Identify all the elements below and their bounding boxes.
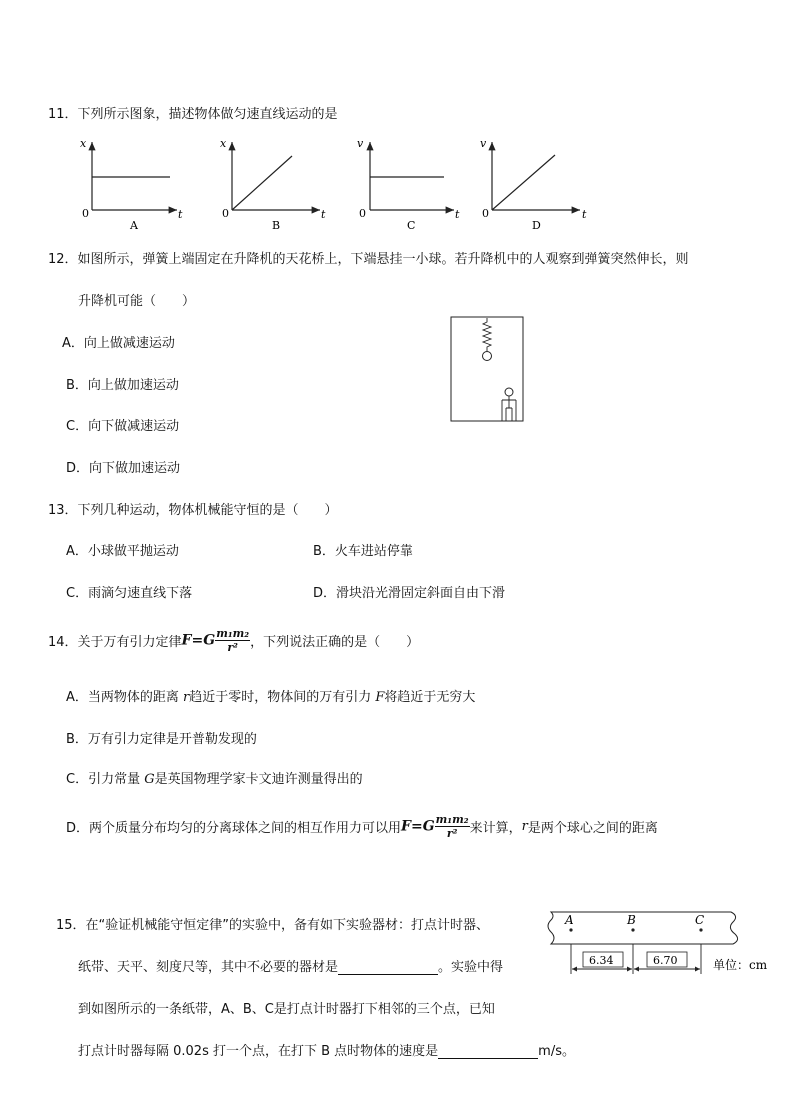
formula-g: G [203, 632, 216, 648]
tape-seg1-label: 6.34 [589, 954, 614, 967]
tape-dot-b [631, 928, 634, 931]
paper-tape-figure [545, 908, 783, 980]
q14-option-d [66, 808, 658, 844]
gravitation-formula-2 [401, 814, 470, 839]
q14-opt-a-part1: A．当两物体的距离 [66, 690, 184, 705]
q15-answer-blank-1[interactable] [338, 960, 438, 975]
formula2-g: G [422, 818, 435, 834]
q14-opt-c-g: G [144, 772, 155, 787]
q13-option-d: D．滑块沿光滑固定斜面自由下滑 [313, 586, 506, 601]
q13-option-b: B．火车进站停靠 [313, 544, 413, 559]
q13-option-c: C．雨滴匀速直线下落 [66, 586, 193, 601]
gravitation-formula [182, 628, 251, 653]
graph-b-caption: B [272, 219, 281, 232]
graph-c [357, 137, 460, 232]
q14-stem-prefix: 14．关于万有引力定律 [48, 634, 182, 650]
q12-option-d: D．向下做加速运动 [66, 461, 181, 476]
formula2-numerator: m₁m₂ [435, 812, 469, 826]
formula2-fraction [435, 814, 470, 839]
graph-d-caption: D [532, 219, 541, 232]
q14-opt-a-r: r [183, 690, 190, 705]
graph-c-xlabel: t [455, 208, 460, 221]
graph-b-line [232, 156, 292, 210]
q14-opt-a-part2: 趋近于零时，物体间的万有引力 [189, 690, 376, 705]
q14-stem-suffix: ，下列说法正确的是（ ） [250, 634, 420, 650]
q14-option-c [66, 768, 363, 787]
graph-a-origin: 0 [82, 207, 89, 220]
q14-opt-c-part1: C．引力常量 [66, 772, 145, 787]
formula-numerator: m₁m₂ [216, 626, 250, 640]
tape-unit-label: 单位：cm [713, 958, 768, 972]
q15-line1: 15．在“验证机械能守恒定律”的实验中，备有如下实验器材：打点计时器、 [56, 918, 490, 933]
q14-opt-a-f: F [375, 690, 385, 705]
tape-point-b: B [627, 913, 636, 927]
q14-option-a [66, 686, 475, 705]
q11-graphs [62, 132, 602, 234]
graph-d [480, 137, 587, 232]
graph-b-origin: 0 [222, 207, 229, 220]
tape-dot-a [569, 928, 572, 931]
formula2-lhs: F [401, 818, 411, 834]
graph-d-ylabel: v [480, 137, 487, 150]
graph-d-xlabel: t [582, 208, 587, 221]
q15-line4 [78, 1040, 575, 1059]
graph-a-xlabel: t [178, 208, 183, 221]
q12-stem-line2: 升降机可能（ ） [78, 294, 196, 309]
q13-stem: 13．下列几种运动，物体机械能守恒的是（ ） [48, 503, 338, 518]
formula-denominator: r² [227, 640, 238, 654]
q13-option-a: A．小球做平抛运动 [66, 544, 179, 559]
formula-eq: = [191, 632, 204, 648]
q14-opt-d-part3: 是两个球心之间的距离 [527, 820, 658, 836]
formula2-denominator: r² [446, 826, 458, 840]
graph-d-line [492, 155, 555, 210]
q11-stem: 11．下列所示图象，描述物体做匀速直线运动的是 [48, 107, 338, 122]
elevator-figure [450, 316, 526, 424]
q14-opt-d-part2: 来计算， [469, 820, 522, 836]
graph-a-ylabel: x [80, 137, 87, 150]
graph-b-ylabel: x [220, 137, 227, 150]
graph-b-xlabel: t [321, 208, 326, 221]
graph-a-caption: A [130, 219, 138, 232]
graph-b [220, 137, 326, 232]
q15-line2-end: 。实验中得 [438, 960, 504, 975]
person-head [505, 388, 513, 396]
q12-option-a: A．向上做减速运动 [62, 336, 175, 351]
graph-c-origin: 0 [359, 207, 366, 220]
q14-opt-c-part2: 是英国物理学家卡文迪许测量得出的 [154, 772, 363, 787]
formula2-eq: = [410, 818, 423, 834]
q12-option-c: C．向下做减速运动 [66, 419, 180, 434]
q12-option-b: B．向上做加速运动 [66, 378, 179, 393]
spring [483, 318, 491, 351]
q12-stem-line1: 12．如图所示，弹簧上端固定在升降机的天花桥上，下端悬挂一小球。若升降机中的人观察到弹簧突然伸长，则 [48, 252, 689, 267]
q15-line4-text: 打点计时器每隔 0.02s 打一个点，在打下 B 点时物体的速度是 [78, 1044, 439, 1059]
graph-a [80, 137, 183, 232]
tape-point-c: C [695, 913, 705, 927]
graph-d-origin: 0 [482, 207, 489, 220]
q14-stem [48, 622, 419, 658]
q15-answer-blank-2[interactable] [438, 1044, 538, 1059]
person-body [502, 396, 516, 421]
tape-dot-c [699, 928, 702, 931]
formula-fraction [215, 628, 250, 653]
graph-c-ylabel: v [357, 137, 364, 150]
q14-opt-d-part1: D．两个质量分布均匀的分离球体之间的相互作用力可以用 [66, 820, 402, 836]
q14-opt-a-part3: 将趋近于无穷大 [384, 690, 476, 705]
tape-seg2-label: 6.70 [653, 954, 678, 967]
q15-line3: 到如图所示的一条纸带，A、B、C是打点计时器打下相邻的三个点，已知 [78, 1002, 495, 1017]
tape-outline [548, 912, 738, 944]
graph-c-caption: C [407, 219, 416, 232]
q14-opt-d-r: r [521, 818, 528, 834]
q14-option-b: B．万有引力定律是开普勒发现的 [66, 732, 257, 747]
q15-line2 [78, 956, 503, 975]
ball [483, 352, 492, 361]
q15-line4-end: m/s。 [538, 1044, 575, 1059]
q15-line2-text: 纸带、天平、刻度尺等，其中不必要的器材是 [78, 960, 339, 975]
formula-lhs: F [181, 632, 192, 648]
tape-point-a: A [565, 913, 574, 927]
